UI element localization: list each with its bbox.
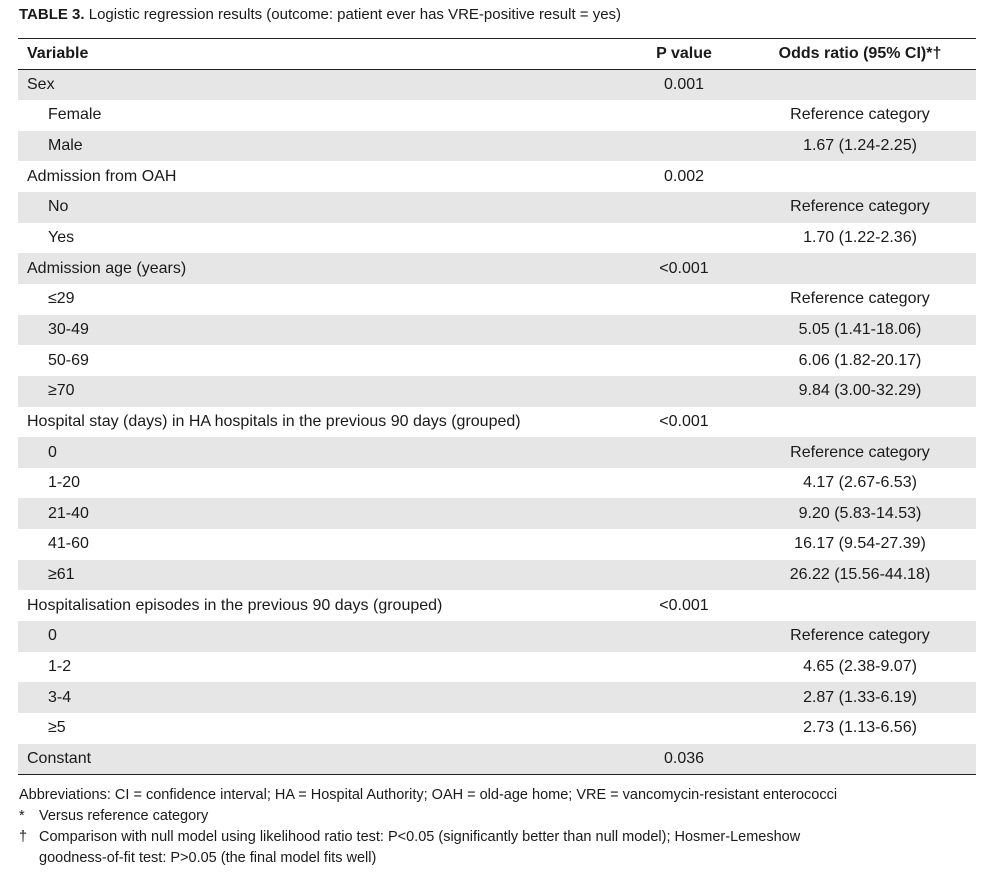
- cell-p-value: <0.001: [659, 412, 709, 430]
- cell-odds-ratio: 26.22 (15.56-44.18): [789, 566, 931, 584]
- cell-variable: Yes: [48, 229, 75, 247]
- cell-variable: 21-40: [48, 504, 89, 522]
- cell-p-value: [624, 652, 744, 683]
- header-p-value: P value: [624, 39, 744, 70]
- table-row: [18, 407, 976, 438]
- cell-odds-ratio: [744, 253, 976, 284]
- cell-odds-ratio: Reference category: [790, 106, 930, 124]
- footnote-dagger-line-2: goodness-of-fit test: P>0.05 (the final model fits well): [39, 850, 377, 866]
- cell-p-value: [624, 223, 744, 254]
- cell-p-value: [624, 468, 744, 499]
- cell-odds-ratio: [744, 407, 976, 438]
- table-row: [18, 621, 976, 652]
- table-row: [18, 498, 976, 529]
- cell-variable: Hospitalisation episodes in the previous 90 days (grouped): [27, 596, 443, 614]
- cell-p-value: [624, 498, 744, 529]
- cell-odds-ratio: Reference category: [790, 290, 930, 308]
- table-row: [18, 284, 976, 315]
- table-header-row: [18, 39, 976, 70]
- table-caption-label: TABLE 3.: [19, 6, 85, 23]
- table-row: [18, 468, 976, 499]
- cell-odds-ratio: 5.05 (1.41-18.06): [798, 320, 922, 338]
- cell-variable: Hospital stay (days) in HA hospitals in the previous 90 days (grouped): [27, 412, 521, 430]
- header-variable: Variable: [18, 39, 624, 70]
- cell-variable: ≥5: [48, 719, 66, 737]
- table-row: [18, 744, 976, 775]
- cell-p-value: <0.001: [659, 596, 709, 614]
- footnote-star: [19, 806, 837, 827]
- cell-variable: Male: [48, 137, 83, 155]
- table-row: [18, 713, 976, 744]
- table-row: [18, 192, 976, 223]
- footnote-dagger-symbol: †: [19, 829, 28, 845]
- table-row: [18, 70, 976, 101]
- cell-odds-ratio: 1.70 (1.22-2.36): [803, 229, 917, 247]
- cell-odds-ratio: [744, 70, 976, 101]
- cell-p-value: [624, 376, 744, 407]
- cell-p-value: [624, 100, 744, 131]
- cell-p-value: [624, 192, 744, 223]
- cell-variable: ≥61: [48, 566, 75, 584]
- footnote-dagger-line-1: Comparison with null model using likelihood ratio test: P<0.05 (significantly better than null model); Hosmer-Lemeshow: [39, 829, 801, 845]
- regression-table: [18, 38, 976, 775]
- header-odds-ratio: Odds ratio (95% CI)*†: [744, 39, 976, 70]
- footnote-dagger: [19, 827, 837, 869]
- table-row: [18, 131, 976, 162]
- cell-variable: 1-20: [48, 474, 81, 492]
- cell-variable: 50-69: [48, 351, 89, 369]
- footnote-star-text: Versus reference category: [39, 808, 209, 824]
- cell-variable: ≤29: [48, 290, 75, 308]
- cell-odds-ratio: 16.17 (9.54-27.39): [794, 535, 926, 553]
- table-row: [18, 437, 976, 468]
- cell-odds-ratio: 9.20 (5.83-14.53): [798, 504, 922, 522]
- cell-variable: Constant: [18, 744, 624, 775]
- cell-p-value: [624, 560, 744, 591]
- table-row: [18, 652, 976, 683]
- cell-variable: Admission age (years): [27, 259, 187, 277]
- table-row: [18, 376, 976, 407]
- table-row: [18, 590, 976, 621]
- cell-odds-ratio: [744, 161, 976, 192]
- cell-p-value: [624, 315, 744, 346]
- cell-p-value: [624, 437, 744, 468]
- cell-p-value: 0.036: [624, 744, 744, 775]
- footnotes: [19, 785, 837, 869]
- cell-variable: 0: [48, 443, 57, 461]
- cell-variable: 1-2: [48, 657, 72, 675]
- cell-p-value: 0.002: [663, 167, 705, 185]
- table-row: [18, 253, 976, 284]
- cell-odds-ratio: [744, 744, 976, 775]
- cell-variable: ≥70: [48, 382, 75, 400]
- cell-odds-ratio: [744, 590, 976, 621]
- cell-odds-ratio: 1.67 (1.24-2.25): [803, 137, 917, 155]
- table-row: [18, 161, 976, 192]
- cell-odds-ratio: 2.87 (1.33-6.19): [803, 688, 917, 706]
- cell-odds-ratio: Reference category: [790, 443, 930, 461]
- footnote-abbreviations: Abbreviations: CI = confidence interval; HA = Hospital Authority; OAH = old-age home; VRE = vancomycin-resistant enterococci: [19, 787, 838, 803]
- cell-p-value: [624, 713, 744, 744]
- table-row: [18, 345, 976, 376]
- footnote-star-symbol: *: [19, 808, 25, 824]
- cell-variable: 3-4: [48, 688, 72, 706]
- cell-variable: 41-60: [48, 535, 89, 553]
- cell-variable: Admission from OAH: [27, 167, 177, 185]
- table-row: [18, 315, 976, 346]
- cell-p-value: [624, 131, 744, 162]
- table-body: [18, 70, 976, 775]
- cell-odds-ratio: 2.73 (1.13-6.56): [803, 719, 917, 737]
- cell-odds-ratio: Reference category: [790, 198, 930, 216]
- cell-odds-ratio: 4.17 (2.67-6.53): [803, 474, 917, 492]
- cell-variable: Female: [48, 106, 102, 124]
- cell-variable: 0: [48, 627, 57, 645]
- cell-p-value: [624, 345, 744, 376]
- table-row: [18, 560, 976, 591]
- cell-p-value: [624, 284, 744, 315]
- cell-p-value: <0.001: [659, 259, 709, 277]
- table-row: [18, 100, 976, 131]
- table-row: [18, 223, 976, 254]
- cell-variable: Sex: [27, 76, 55, 94]
- cell-p-value: 0.001: [663, 76, 705, 94]
- cell-p-value: [624, 529, 744, 560]
- cell-variable: 30-49: [48, 320, 89, 338]
- table-caption: [19, 6, 621, 23]
- cell-p-value: [624, 682, 744, 713]
- cell-odds-ratio: Reference category: [790, 627, 930, 645]
- cell-p-value: [624, 621, 744, 652]
- cell-variable: No: [48, 198, 69, 216]
- cell-odds-ratio: 6.06 (1.82-20.17): [798, 351, 922, 369]
- cell-odds-ratio: 9.84 (3.00-32.29): [798, 382, 922, 400]
- table-caption-text: Logistic regression results (outcome: patient ever has VRE-positive result = yes): [88, 6, 622, 23]
- table-row: [18, 682, 976, 713]
- cell-odds-ratio: 4.65 (2.38-9.07): [803, 657, 917, 675]
- table-row: [18, 529, 976, 560]
